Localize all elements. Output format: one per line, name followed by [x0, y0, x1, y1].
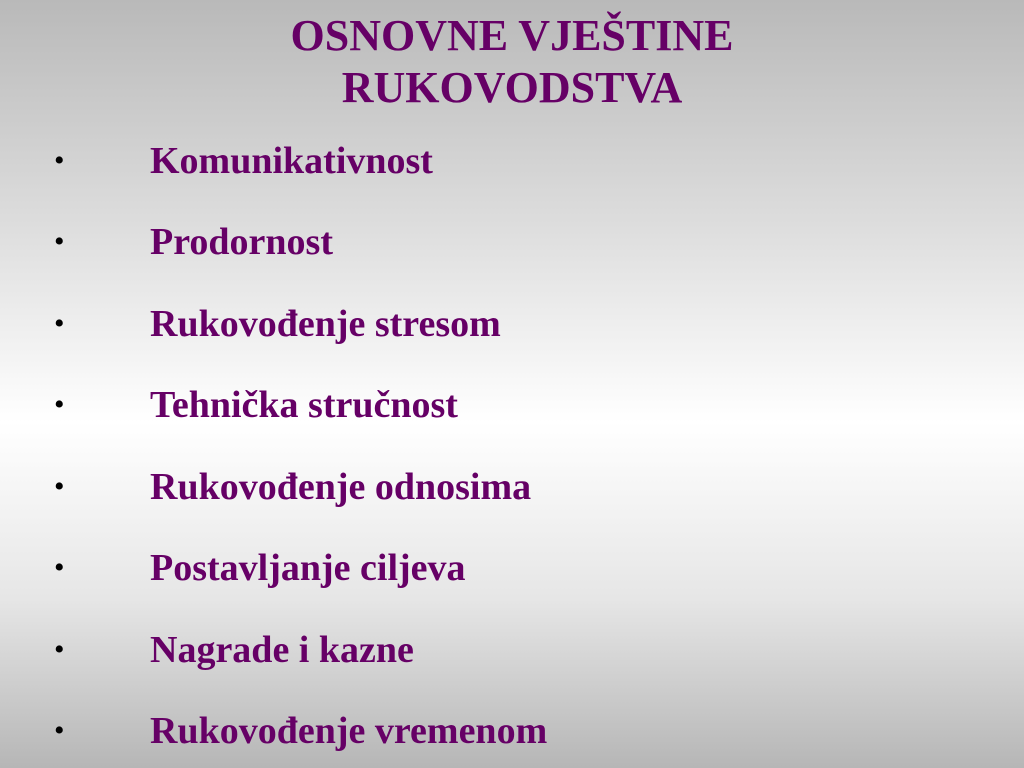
list-item: [0, 609, 1024, 691]
bullet-icon: •: [54, 388, 65, 422]
list-item: [0, 528, 1024, 610]
slide-title: [0, 10, 1024, 114]
list-item-text: Rukovođenje stresom: [150, 302, 501, 345]
bullet-icon: •: [54, 469, 65, 503]
list-item-text: Rukovođenje odnosima: [150, 465, 532, 508]
bullet-icon: •: [54, 632, 65, 666]
list-item-text: Postavljanje ciljeva: [150, 547, 466, 590]
list-item: [0, 691, 1024, 768]
title-line-2: RUKOVODSTVA: [341, 63, 683, 112]
list-item-text: Tehnička stručnost: [150, 384, 458, 427]
bullet-icon: •: [54, 306, 65, 340]
bullet-icon: •: [54, 551, 65, 585]
list-item-text: Rukovođenje vremenom: [150, 710, 548, 753]
bullet-list: [0, 120, 1024, 768]
list-item-text: Prodornost: [150, 221, 333, 264]
list-item: [0, 283, 1024, 365]
list-item: [0, 446, 1024, 528]
title-line-1: OSNOVNE VJEŠTINE: [290, 11, 734, 60]
list-item: [0, 202, 1024, 284]
list-item-text: Komunikativnost: [150, 139, 433, 182]
list-item: [0, 365, 1024, 447]
bullet-icon: •: [54, 714, 65, 748]
list-item-text: Nagrade i kazne: [150, 628, 414, 671]
list-item: [0, 120, 1024, 202]
bullet-icon: •: [54, 225, 65, 259]
bullet-icon: •: [54, 143, 65, 177]
